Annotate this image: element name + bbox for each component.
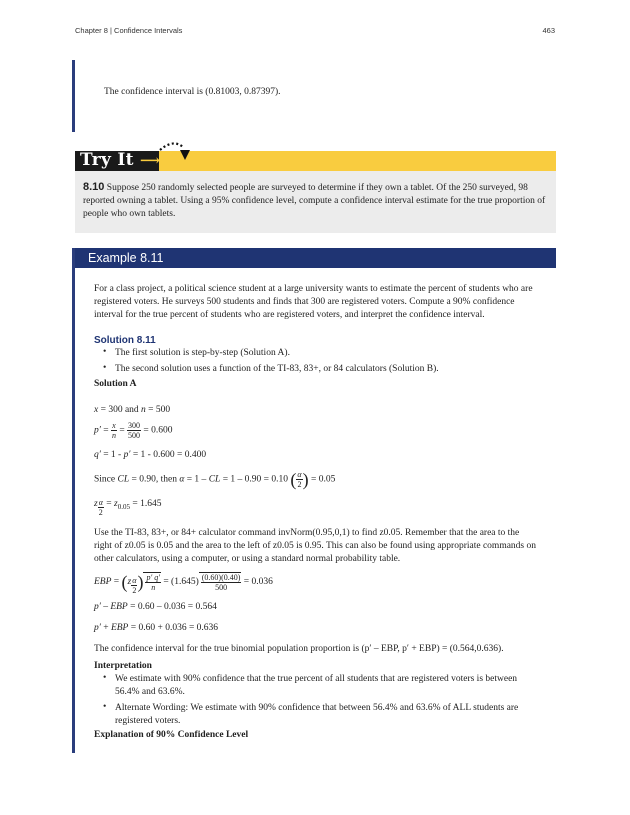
solution-bullet: The first solution is step-by-step (Solution A). [115, 348, 290, 358]
previous-example-bar [72, 60, 75, 132]
given-values: x = 300 and n = 500 [94, 405, 171, 415]
try-it-title: Try It [80, 150, 134, 170]
chapter-header: Chapter 8 | Confidence Intervals [75, 26, 183, 35]
previous-conclusion: The confidence interval is (0.81003, 0.87397). [104, 87, 281, 97]
example-bar [72, 248, 75, 753]
example-title: Example 8.11 [88, 251, 164, 265]
interpretation-bullet: Alternate Wording: We estimate with 90% confidence that between 56.4% and 63.6% of ALL students are registered voters. [115, 703, 519, 726]
try-it-dotted-arrow-icon [156, 136, 196, 172]
confidence-interval-sentence: The confidence interval for the true binomial population proportion is (p′ – EBP, p′ + EBP) = (0.564,0.636). [94, 644, 504, 654]
solution-bullet: The second solution uses a function of the TI-83, 83+, or 84 calculators (Solution B). [115, 364, 439, 374]
solution-title: Solution 8.11 [94, 335, 156, 346]
solution-a-title: Solution A [94, 379, 137, 389]
calculator-paragraph: Use the TI-83, 83+, or 84+ calculator command invNorm(0.95,0,1) to find z0.05. Remember that the area to the right of z0.05 is 0.05 and the area to the left of z0.05 is 0.95. This can also be found using appropriate commands on other calculators, using a computer, or using a standard normal probability table. [94, 528, 537, 564]
page-number: 463 [542, 26, 555, 35]
bullet-icon: • [103, 347, 107, 357]
z-value-formula: z $_{\frac{\alpha}{2}}$ = $z_{0.05} = 1.645$ [94, 498, 162, 517]
lower-bound-formula: p′ – EBP = 0.60 – 0.036 = 0.564 [94, 602, 217, 612]
exercise-text: Suppose 250 randomly selected people are surveyed to determine if they own a tablet. Of the 250 surveyed, 98 reported owning a tablet. Using a 95% confidence level, compute a confidence interval estimate for the true proportion of people who own tablets. [83, 183, 546, 219]
try-it-arrow-icon: ⟶ [140, 154, 161, 169]
example-problem: For a class project, a political science student at a large university wants to estimate the percent of students who are registered voters. He surveys 500 students and finds that 300 are registered voters. Compute a 90% confidence interval for the true percent of students who are registered voters, and interpret the confidence interval. [94, 284, 533, 320]
bullet-icon: • [103, 363, 107, 373]
exercise-number: 8.10 [83, 181, 105, 193]
try-it-exercise [83, 181, 546, 221]
interpretation-bullet: We estimate with 90% confidence that the true percent of all students that are registered voters is between 56.4% and 63.6%. [115, 674, 518, 697]
alpha-formula: Since CL = 0.90, then α = 1 – CL = 1 – 0.90 = 0.10 ( $\frac{\alpha}{2}$ ) = 0.05 [94, 469, 336, 490]
upper-bound-formula: p′ + EBP = 0.60 + 0.036 = 0.636 [94, 623, 219, 633]
p-prime-formula: p′ = $\frac{x}{n}$ = $\frac{300}{500}$ = 0.600 [94, 421, 173, 440]
explanation-title: Explanation of 90% Confidence Level [94, 730, 249, 740]
ebp-formula: EBP = (z $_{\frac{\alpha}{2}}$ ) $\frac{p' q'}{n}$ = (1.645) $\frac{(0.60)(0.40)}{500}$ = 0.036 [94, 572, 273, 595]
bullet-icon: • [103, 702, 107, 712]
interpretation-title: Interpretation [94, 661, 152, 671]
bullet-icon: • [103, 673, 107, 683]
q-prime-formula: q′ = 1 - p′ = 1 - 0.600 = 0.400 [94, 450, 207, 460]
